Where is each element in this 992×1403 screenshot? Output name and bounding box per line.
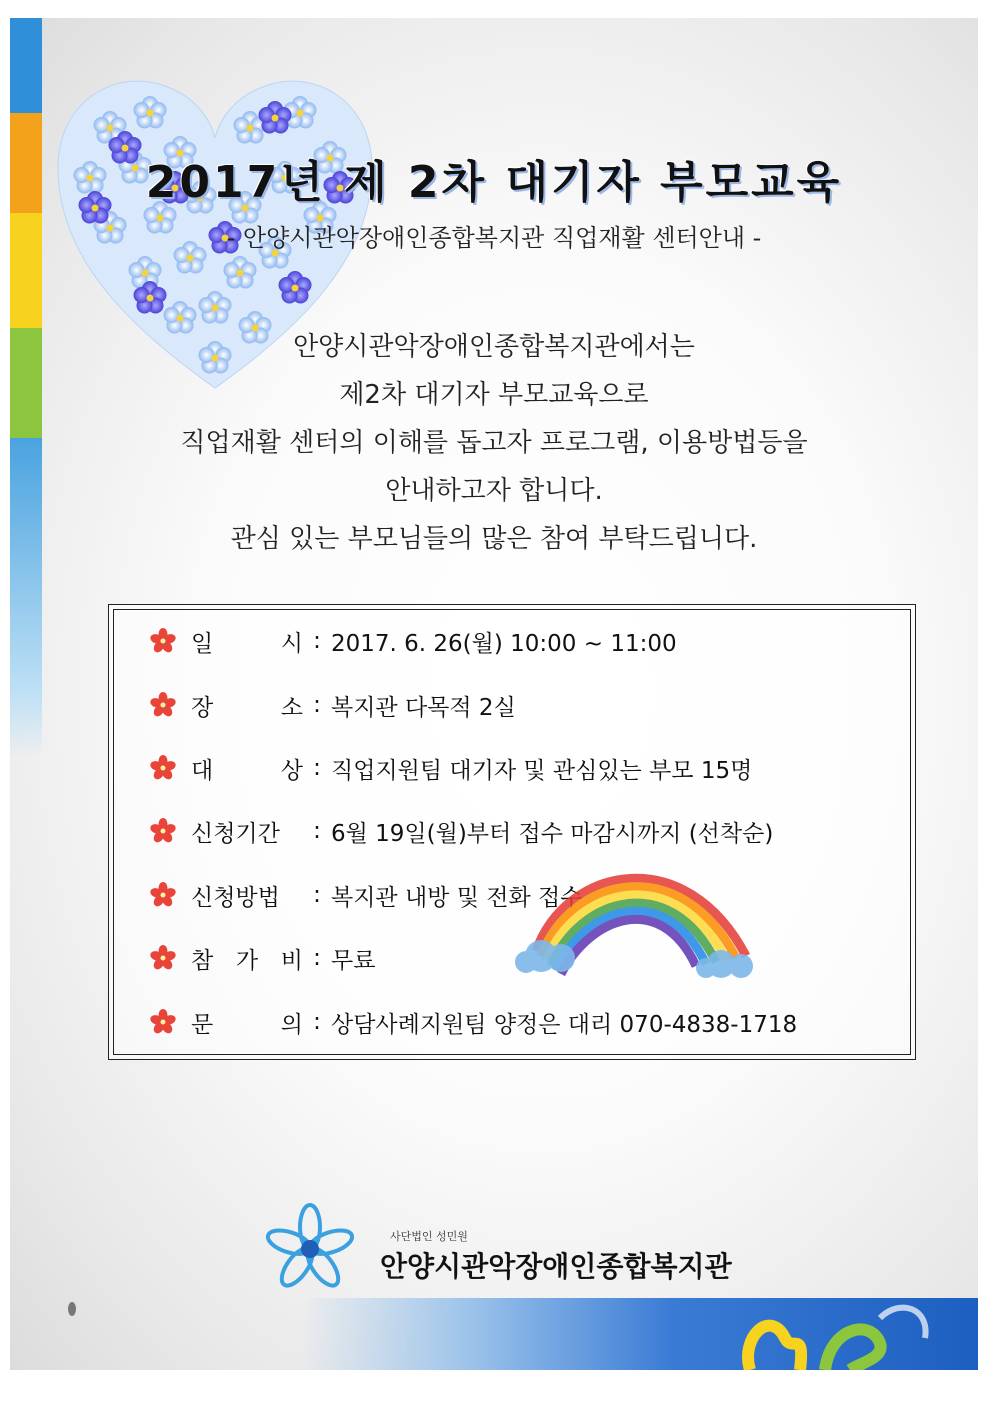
poster-page xyxy=(10,18,978,1370)
footer-decoration xyxy=(730,1298,940,1370)
info-value: 무료 xyxy=(331,947,376,974)
info-colon: : xyxy=(313,628,321,654)
info-colon: : xyxy=(313,1009,321,1035)
flower-icon xyxy=(149,817,177,845)
info-label: 대 상 xyxy=(191,757,303,784)
intro-line: 제2차 대기자 부모교육으로 xyxy=(339,380,649,410)
intro-line: 직업재활 센터의 이해를 돕고자 프로그램, 이용방법등을 xyxy=(180,428,808,458)
page-dot xyxy=(68,1302,76,1316)
info-row-period xyxy=(149,811,773,851)
info-label: 일 시 xyxy=(191,630,303,657)
intro-line: 안양시관악장애인종합복지관에서는 xyxy=(293,332,695,362)
info-row-target xyxy=(149,748,752,788)
info-label: 신청방법 xyxy=(191,884,280,911)
info-colon: : xyxy=(313,882,321,908)
info-row-place xyxy=(149,685,516,725)
info-label: 장 소 xyxy=(191,694,303,721)
org-parent-name: 사단법인 성민원 xyxy=(390,1230,468,1243)
info-colon: : xyxy=(313,692,321,718)
info-label: 문 의 xyxy=(191,1011,303,1038)
flower-icon xyxy=(149,691,177,719)
page-title: 2017년 제 2차 대기자 부모교육 xyxy=(145,157,843,208)
info-label: 참 가 비 xyxy=(191,947,303,974)
page-subtitle: - 안양시관악장애인종합복지관 직업재활 센터안내 - xyxy=(226,224,762,252)
info-row-fee xyxy=(149,938,375,978)
info-label: 신청기간 xyxy=(191,820,280,847)
info-value: 2017. 6. 26(월) 10:00 ~ 11:00 xyxy=(331,630,677,657)
info-row-contact xyxy=(149,1002,797,1042)
event-info-box xyxy=(108,604,916,1060)
info-colon: : xyxy=(313,755,321,781)
info-value: 6월 19일(월)부터 접수 마감시까지 (선착순) xyxy=(331,820,774,847)
flower-emblem-icon xyxy=(260,1201,360,1297)
flower-icon xyxy=(149,754,177,782)
intro-text xyxy=(10,323,978,563)
org-name: 안양시관악장애인종합복지관 xyxy=(380,1250,732,1283)
info-colon: : xyxy=(313,945,321,971)
intro-line: 안내하고자 합니다. xyxy=(385,476,603,506)
flower-icon xyxy=(149,881,177,909)
info-value: 복지관 다목적 2실 xyxy=(331,694,516,721)
info-value: 복지관 내방 및 전화 접수 xyxy=(331,884,583,911)
info-value: 상담사례지원팀 양정은 대리 070-4838-1718 xyxy=(331,1011,798,1038)
intro-line: 관심 있는 부모님들의 많은 참여 부탁드립니다. xyxy=(230,524,758,554)
flower-icon xyxy=(149,944,177,972)
info-colon: : xyxy=(313,818,321,844)
info-row-date xyxy=(149,621,677,661)
info-value: 직업지원팀 대기자 및 관심있는 부모 15명 xyxy=(331,757,753,784)
flower-icon xyxy=(149,627,177,655)
rainbow-illustration xyxy=(506,846,766,978)
flower-icon xyxy=(149,1008,177,1036)
